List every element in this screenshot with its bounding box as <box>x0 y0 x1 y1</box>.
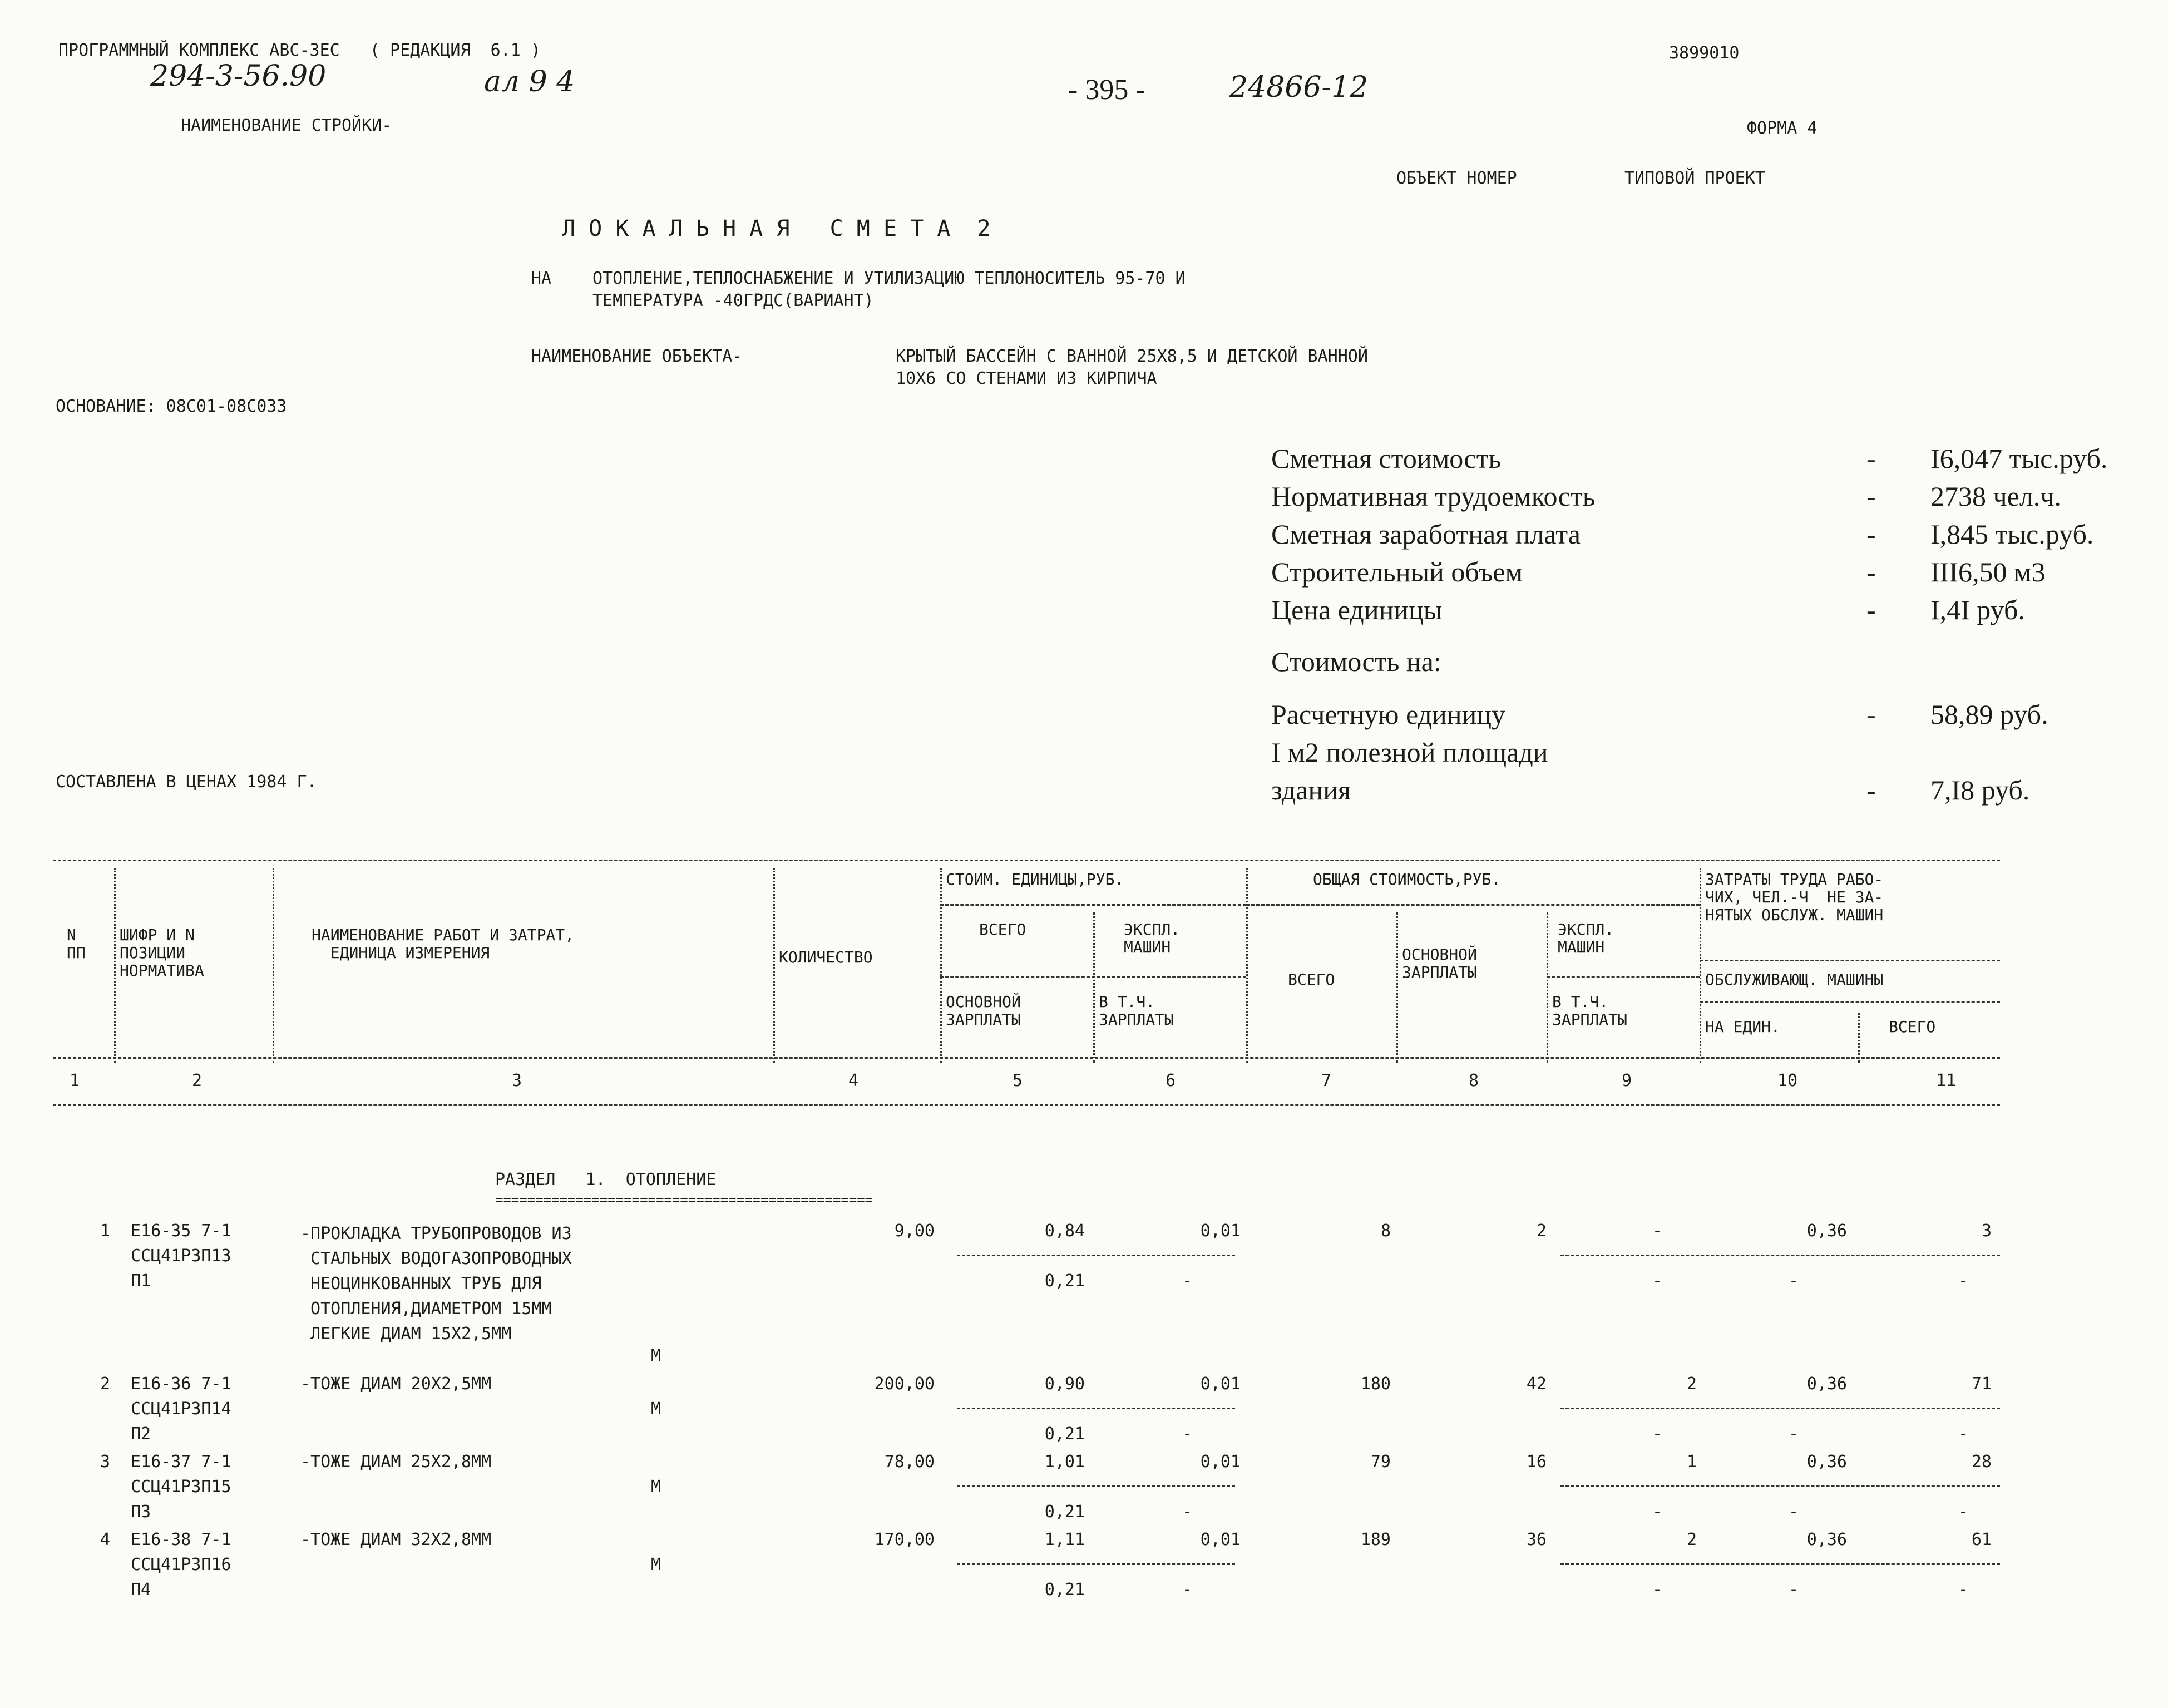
labor-service-header: ОБСЛУЖИВАЮЩ. МАШИНЫ <box>1705 970 1884 989</box>
col-num: 6 <box>1166 1071 1176 1090</box>
row-number: 4 <box>100 1530 111 1549</box>
col-quantity-header: КОЛИЧЕСТВО <box>779 948 873 966</box>
row-number: 2 <box>100 1374 111 1394</box>
col-num: 5 <box>1013 1071 1023 1090</box>
row-code: Е16-38 7-1 <box>131 1530 231 1549</box>
object-text-line2: 10Х6 СО СТЕНАМИ ИЗ КИРПИЧА <box>896 369 1157 388</box>
estimate-title: Л О К А Л Ь Н А Я С М Е Т А 2 <box>562 216 991 241</box>
summary-label: Цена единицы <box>1271 594 1443 625</box>
row-total: 8 <box>1380 1221 1391 1241</box>
row-unit-machine: 0,01 <box>1200 1452 1241 1472</box>
handwritten-doc-number: 24866-12 <box>1229 71 1369 104</box>
row-total: 79 <box>1370 1452 1391 1472</box>
row-unit-machine-wage: - <box>1182 1502 1193 1522</box>
col-num: 1 <box>70 1071 80 1090</box>
basis: ОСНОВАНИЕ: 08С01-08С033 <box>56 397 287 416</box>
row-description: -ТОЖЕ ДИАМ 20Х2,5ММ <box>300 1374 492 1394</box>
row-code-2: ССЦ41Р3П16 <box>131 1555 231 1574</box>
row-total-machine: 1 <box>1686 1452 1697 1472</box>
summary-value: 7,I8 руб. <box>1930 774 2030 806</box>
row-labor-unit: 0,36 <box>1806 1221 1847 1241</box>
row-labor-total: 61 <box>1971 1530 1992 1549</box>
row-number: 1 <box>100 1221 111 1241</box>
summary-cost-on: Стоимость на: <box>1271 646 1441 677</box>
price-year: СОСТАВЛЕНА В ЦЕНАХ 1984 Г. <box>56 772 317 792</box>
row-unit-machine: 0,01 <box>1200 1374 1241 1394</box>
row-labor-total: 28 <box>1971 1452 1992 1472</box>
row-total: 189 <box>1360 1530 1391 1549</box>
summary-label: Нормативная трудоемкость <box>1271 481 1596 512</box>
row-code-2: ССЦ41Р3П13 <box>131 1246 231 1266</box>
row-unit-machine: 0,01 <box>1200 1221 1241 1241</box>
row-unit: М <box>651 1399 661 1419</box>
total-machine-header: ЭКСПЛ. МАШИН <box>1558 920 1614 957</box>
row-total-machine-wage: - <box>1652 1580 1663 1600</box>
row-unit-machine-wage: - <box>1182 1271 1193 1291</box>
col-num: 2 <box>192 1071 203 1090</box>
object-text-line1: КРЫТЫЙ БАССЕЙН С ВАННОЙ 25Х8,5 И ДЕТСКОЙ ВАННОЙ <box>896 347 1368 366</box>
row-total-machine: 2 <box>1686 1530 1697 1549</box>
row-total-wage: 2 <box>1536 1221 1547 1241</box>
row-code-3: П2 <box>131 1424 151 1444</box>
unit-machine-header: ЭКСПЛ. МАШИН <box>1124 920 1181 957</box>
row-total-machine-wage: - <box>1652 1502 1663 1522</box>
row-unit-wage: 0,21 <box>1044 1424 1085 1444</box>
row-unit-total: 1,11 <box>1044 1530 1085 1549</box>
form-number: ФОРМА 4 <box>1747 119 1818 138</box>
row-quantity: 9,00 <box>894 1221 935 1241</box>
row-unit-machine-wage: - <box>1182 1424 1193 1444</box>
on-text-line1: ОТОПЛЕНИЕ,ТЕПЛОСНАБЖЕНИЕ И УТИЛИЗАЦИЮ ТЕПЛОНОСИТЕЛЬ 95-70 И <box>592 269 1186 288</box>
summary-label: Сметная заработная плата <box>1271 519 1581 550</box>
col-num: 10 <box>1777 1071 1798 1090</box>
summary-value: I,4I руб. <box>1930 594 2025 625</box>
summary-label: I м2 полезной площади <box>1271 737 1548 768</box>
col-description-header: НАИМЕНОВАНИЕ РАБОТ И ЗАТРАТ, ЕДИНИЦА ИЗМЕРЕНИЯ <box>312 926 575 962</box>
col-num: 7 <box>1321 1071 1332 1090</box>
total-all-header: ВСЕГО <box>1288 970 1335 989</box>
unit-total-header: ВСЕГО <box>979 920 1026 939</box>
handwritten-code: 294-3-56.90 <box>150 60 327 93</box>
row-labor-total-b: - <box>1958 1271 1969 1291</box>
row-total-machine-wage: - <box>1652 1271 1663 1291</box>
total-machine-wage-header: В Т.Ч. ЗАРПЛАТЫ <box>1552 993 1627 1029</box>
col-num: 11 <box>1936 1071 1957 1090</box>
row-code-3: П3 <box>131 1502 151 1522</box>
total-wage-header: ОСНОВНОЙ ЗАРПЛАТЫ <box>1402 945 1477 982</box>
code-right: 3899010 <box>1669 43 1740 63</box>
summary-value: I6,047 тыс.руб. <box>1930 443 2108 474</box>
unit-cost-header: СТОИМ. ЕДИНИЦЫ,РУБ. <box>946 870 1124 888</box>
row-code: Е16-35 7-1 <box>131 1221 231 1241</box>
row-labor-unit-b: - <box>1789 1502 1799 1522</box>
row-unit-wage: 0,21 <box>1044 1580 1085 1600</box>
summary-value: 2738 чел.ч. <box>1930 481 2061 512</box>
typical-project: ТИПОВОЙ ПРОЕКТ <box>1624 169 1765 188</box>
row-code: Е16-36 7-1 <box>131 1374 231 1394</box>
row-total-machine-wage: - <box>1652 1424 1663 1444</box>
row-unit-total: 0,84 <box>1044 1221 1085 1241</box>
row-code-3: П4 <box>131 1580 151 1600</box>
row-code-2: ССЦ41Р3П14 <box>131 1399 231 1419</box>
row-total-machine: - <box>1652 1221 1663 1241</box>
row-labor-total: 3 <box>1981 1221 1992 1241</box>
row-labor-unit-b: - <box>1789 1424 1799 1444</box>
row-total-wage: 42 <box>1526 1374 1547 1394</box>
row-labor-total-b: - <box>1958 1580 1969 1600</box>
row-code-2: ССЦ41Р3П15 <box>131 1477 231 1497</box>
row-number: 3 <box>100 1452 111 1472</box>
summary-label: Сметная стоимость <box>1271 443 1502 474</box>
row-unit-wage: 0,21 <box>1044 1502 1085 1522</box>
row-unit-total: 1,01 <box>1044 1452 1085 1472</box>
row-description: -ПРОКЛАДКА ТРУБОПРОВОДОВ ИЗ СТАЛЬНЫХ ВОДОГАЗОПРОВОДНЫХ НЕОЦИНКОВАННЫХ ТРУБ ДЛЯ ОТОПЛЕНИЯ,ДИАМЕТРОМ 15ММ ЛЕГКИЕ ДИАМ 15Х2,5ММ <box>300 1224 572 1344</box>
row-labor-total-b: - <box>1958 1502 1969 1522</box>
row-unit: М <box>651 1555 661 1574</box>
col-number-header: N ПП <box>67 926 86 962</box>
row-quantity: 78,00 <box>884 1452 935 1472</box>
labor-unit-header: НА ЕДИН. <box>1705 1018 1780 1036</box>
unit-wage-header: ОСНОВНОЙ ЗАРПЛАТЫ <box>946 993 1021 1029</box>
row-description: -ТОЖЕ ДИАМ 25Х2,8ММ <box>300 1452 492 1472</box>
labor-total-header: ВСЕГО <box>1889 1018 1936 1036</box>
row-unit: М <box>651 1477 661 1497</box>
summary-label: здания <box>1271 774 1351 806</box>
row-labor-unit: 0,36 <box>1806 1530 1847 1549</box>
unit-machine-wage-header: В Т.Ч. ЗАРПЛАТЫ <box>1099 993 1174 1029</box>
row-total-wage: 36 <box>1526 1530 1547 1549</box>
summary-label: Расчетную единицу <box>1271 699 1505 730</box>
row-labor-total: 71 <box>1971 1374 1992 1394</box>
on-label: НА <box>531 269 552 288</box>
row-total-machine: 2 <box>1686 1374 1697 1394</box>
row-description: -ТОЖЕ ДИАМ 32Х2,8ММ <box>300 1530 492 1549</box>
summary-value: III6,50 м3 <box>1930 556 2046 588</box>
row-total-wage: 16 <box>1526 1452 1547 1472</box>
col-num: 3 <box>512 1071 522 1090</box>
row-unit-total: 0,90 <box>1044 1374 1085 1394</box>
total-cost-header: ОБЩАЯ СТОИМОСТЬ,РУБ. <box>1313 870 1501 888</box>
program-name: ПРОГРАММНЫЙ КОМПЛЕКС АВС-ЗЕС ( РЕДАКЦИЯ 6.1 ) <box>58 41 541 60</box>
row-unit-wage: 0,21 <box>1044 1271 1085 1291</box>
page-number: - 395 - <box>1068 74 1145 106</box>
row-quantity: 170,00 <box>874 1530 935 1549</box>
summary-value: I,845 тыс.руб. <box>1930 519 2094 550</box>
row-code-3: П1 <box>131 1271 151 1291</box>
object-number: ОБЪЕКТ НОМЕР <box>1396 169 1517 188</box>
labor-header: ЗАТРАТЫ ТРУДА РАБО- ЧИХ, ЧЕЛ.-Ч НЕ ЗА- НЯТЫХ ОБСЛУЖ. МАШИН <box>1705 870 1884 925</box>
section-title: РАЗДЕЛ 1. ОТОПЛЕНИЕ <box>495 1170 717 1189</box>
construction-name-label: НАИМЕНОВАНИЕ СТРОЙКИ- <box>181 116 392 135</box>
section-underline: =============================================== <box>495 1192 873 1208</box>
row-labor-unit: 0,36 <box>1806 1374 1847 1394</box>
row-unit-machine-wage: - <box>1182 1580 1193 1600</box>
col-num: 9 <box>1622 1071 1632 1090</box>
row-total: 180 <box>1360 1374 1391 1394</box>
row-labor-unit-b: - <box>1789 1580 1799 1600</box>
col-code-header: ШИФР И N ПОЗИЦИИ НОРМАТИВА <box>120 926 204 980</box>
row-unit: М <box>651 1346 661 1366</box>
row-labor-unit-b: - <box>1789 1271 1799 1291</box>
object-label: НАИМЕНОВАНИЕ ОБЪЕКТА- <box>531 347 743 366</box>
row-code: Е16-37 7-1 <box>131 1452 231 1472</box>
row-quantity: 200,00 <box>874 1374 935 1394</box>
row-unit-machine: 0,01 <box>1200 1530 1241 1549</box>
summary-value: 58,89 руб. <box>1930 699 2048 730</box>
handwritten-album: ал 9 4 <box>484 65 575 98</box>
row-labor-unit: 0,36 <box>1806 1452 1847 1472</box>
row-labor-total-b: - <box>1958 1424 1969 1444</box>
on-text-line2: ТЕМПЕРАТУРА -40ГРДС(ВАРИАНТ) <box>592 291 874 310</box>
col-num: 8 <box>1469 1071 1479 1090</box>
summary-label: Строительный объем <box>1271 556 1523 588</box>
col-num: 4 <box>848 1071 859 1090</box>
